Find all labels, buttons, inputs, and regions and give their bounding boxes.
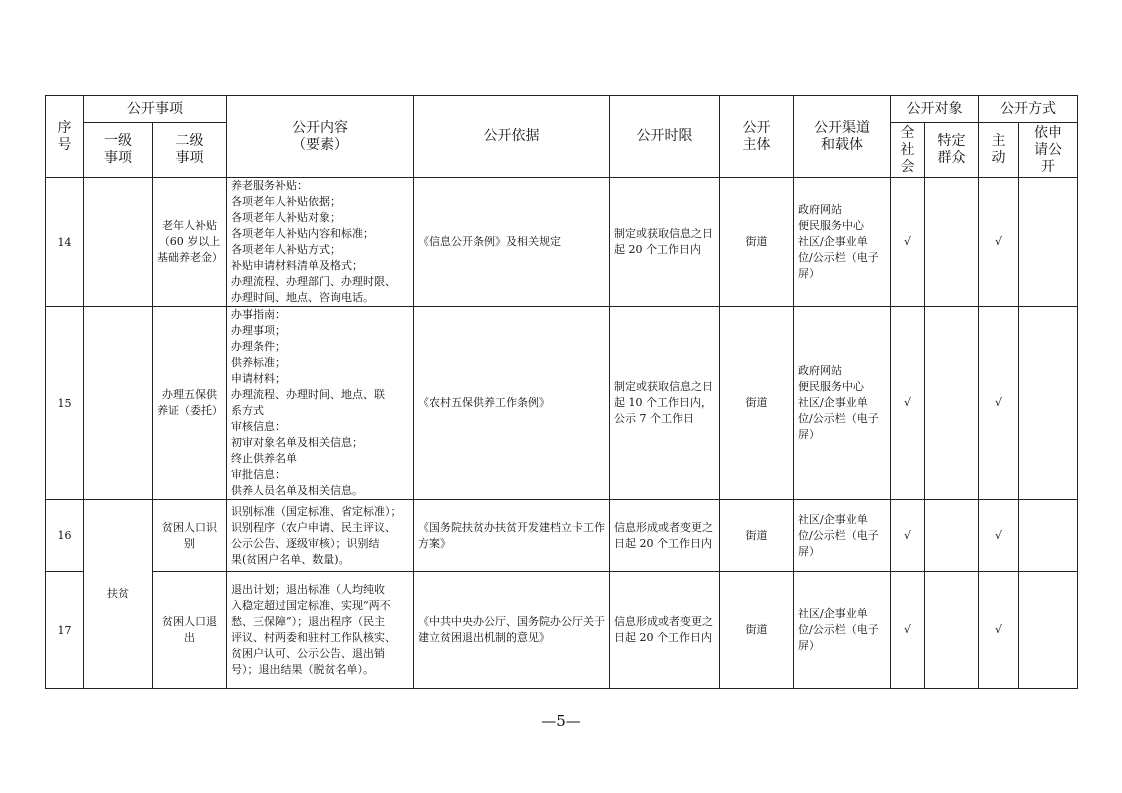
header-target-specific: 特定 群众 bbox=[925, 123, 979, 178]
table-row bbox=[46, 572, 1078, 689]
row-time-limit: 制定或获取信息之日起 10 个工作日内，公示 7 个工作日 bbox=[610, 307, 720, 500]
row-seq: 14 bbox=[46, 178, 84, 307]
disclosure-table bbox=[45, 95, 1078, 689]
header-method-active: 主 动 bbox=[979, 123, 1019, 178]
check-specific bbox=[925, 307, 979, 500]
check-active: √ bbox=[979, 178, 1019, 307]
row-seq: 17 bbox=[46, 572, 84, 689]
row-basis: 《农村五保供养工作条例》 bbox=[414, 307, 610, 500]
header-matter: 公开事项 bbox=[84, 96, 227, 123]
row-subject: 街道 bbox=[720, 178, 794, 307]
check-specific bbox=[925, 500, 979, 572]
header-level2: 二级 事项 bbox=[153, 123, 227, 178]
row-subject: 街道 bbox=[720, 572, 794, 689]
check-all: √ bbox=[891, 178, 925, 307]
header-basis: 公开依据 bbox=[414, 96, 610, 178]
header-level1: 一级 事项 bbox=[84, 123, 153, 178]
row-level1 bbox=[84, 307, 153, 500]
header-content: 公开内容 （要素） bbox=[227, 96, 414, 178]
check-all: √ bbox=[891, 500, 925, 572]
row-channel: 社区/企事业单 位/公示栏（电子 屏） bbox=[794, 500, 891, 572]
check-specific bbox=[925, 178, 979, 307]
header-time-limit: 公开时限 bbox=[610, 96, 720, 178]
row-subject: 街道 bbox=[720, 500, 794, 572]
row-seq: 15 bbox=[46, 307, 84, 500]
table-body bbox=[46, 178, 1078, 689]
check-specific bbox=[925, 572, 979, 689]
row-time-limit: 制定或获取信息之日起 20 个工作日内 bbox=[610, 178, 720, 307]
row-seq: 16 bbox=[46, 500, 84, 572]
row-level2: 贫困人口退出 bbox=[153, 572, 227, 689]
row-basis: 《国务院扶贫办扶贫开发建档立卡工作方案》 bbox=[414, 500, 610, 572]
row-subject: 街道 bbox=[720, 307, 794, 500]
row-content: 退出计划；退出标准（人均纯收 入稳定超过国定标准、实现“两不 愁、三保障”）；退出程序（民主 评议、村两委和驻村工作队核实、 贫困户认可、公示公告、退出销 号）；退出结果（脱贫名单）。 bbox=[227, 572, 414, 689]
header-subject: 公开 主体 bbox=[720, 96, 794, 178]
row-level2: 贫困人口识别 bbox=[153, 500, 227, 572]
table-row bbox=[46, 178, 1078, 307]
row-time-limit: 信息形成或者变更之日起 20 个工作日内 bbox=[610, 572, 720, 689]
header-target-all: 全 社 会 bbox=[891, 123, 925, 178]
row-content: 养老服务补贴： 各项老年人补贴依据； 各项老年人补贴对象； 各项老年人补贴内容和标准； 各项老年人补贴方式； 补贴申请材料清单及格式； 办理流程、办理部门、办理时限、 办理时间、地点、咨询电话。 bbox=[227, 178, 414, 307]
row-time-limit: 信息形成或者变更之日起 20 个工作日内 bbox=[610, 500, 720, 572]
check-active: √ bbox=[979, 500, 1019, 572]
row-level1-poverty: 扶贫 bbox=[84, 500, 153, 689]
check-all: √ bbox=[891, 572, 925, 689]
check-active: √ bbox=[979, 307, 1019, 500]
header-target: 公开对象 bbox=[891, 96, 979, 123]
row-channel: 政府网站 便民服务中心 社区/企事业单 位/公示栏（电子 屏） bbox=[794, 178, 891, 307]
header-channel: 公开渠道 和载体 bbox=[794, 96, 891, 178]
check-active: √ bbox=[979, 572, 1019, 689]
table-row bbox=[46, 307, 1078, 500]
header-seq: 序 号 bbox=[46, 96, 84, 178]
row-channel: 政府网站 便民服务中心 社区/企事业单 位/公示栏（电子 屏） bbox=[794, 307, 891, 500]
row-level2: 老年人补贴（60 岁以上基础养老金） bbox=[153, 178, 227, 307]
check-apply bbox=[1019, 572, 1078, 689]
row-level2: 办理五保供养证（委托） bbox=[153, 307, 227, 500]
row-level1 bbox=[84, 178, 153, 307]
check-all: √ bbox=[891, 307, 925, 500]
page-number: —5— bbox=[541, 712, 581, 730]
row-basis: 《中共中央办公厅、国务院办公厅关于建立贫困退出机制的意见》 bbox=[414, 572, 610, 689]
header-method: 公开方式 bbox=[979, 96, 1078, 123]
row-content: 识别标准（国定标准、省定标准）； 识别程序（农户申请、民主评议、 公示公告、逐级审核）；识别结 果(贫困户名单、数量)。 bbox=[227, 500, 414, 572]
row-content: 办事指南： 办理事项； 办理条件； 供养标准； 申请材料； 办理流程、办理时间、地点、联 系方式 审核信息： 初审对象名单及相关信息； 终止供养名单 审批信息： 供养人员名单及相关信息。 bbox=[227, 307, 414, 500]
header-method-apply: 依申 请公 开 bbox=[1019, 123, 1078, 178]
row-basis: 《信息公开条例》及相关规定 bbox=[414, 178, 610, 307]
check-apply bbox=[1019, 500, 1078, 572]
row-channel: 社区/企事业单 位/公示栏（电子 屏） bbox=[794, 572, 891, 689]
check-apply bbox=[1019, 307, 1078, 500]
table-row bbox=[46, 500, 1078, 572]
check-apply bbox=[1019, 178, 1078, 307]
table-header bbox=[46, 96, 1078, 178]
